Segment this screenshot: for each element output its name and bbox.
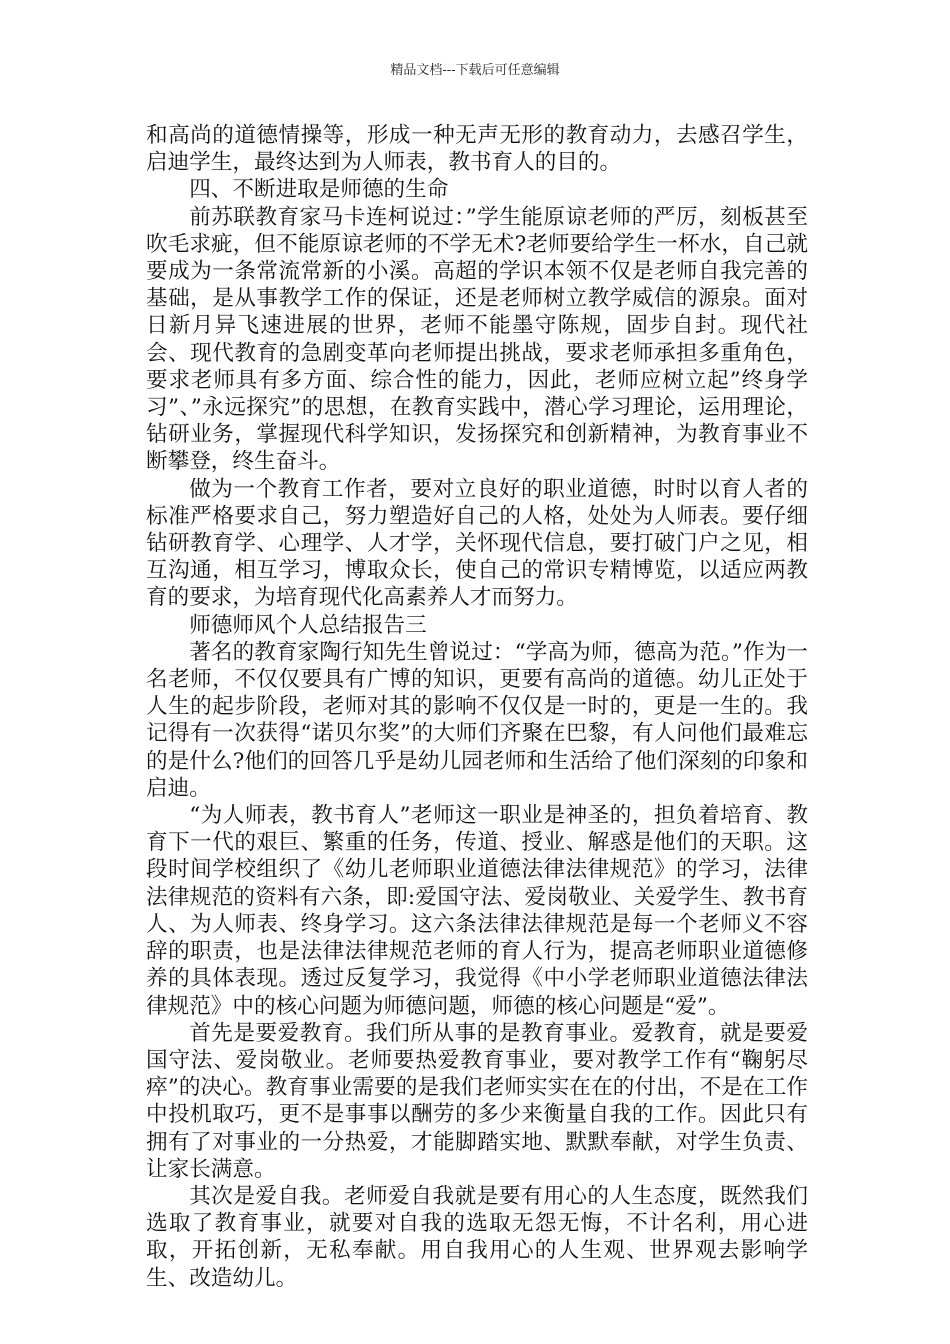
paragraph: 其次是爱自我。老师爱自我就是要有用心的人生态度，既然我们选取了教育事业，就要对自我的选取无怨无悔，不计名利，用心进取，开拓创新，无私奉献。用自我用心的人生观、世界观去影响学生、改造幼儿。 [146,1183,808,1291]
document-body [146,122,808,1292]
page-header: 精品文档---下载后可任意编辑 [390,63,560,78]
paragraph: 前苏联教育家马卡连柯说过：”学生能原谅老师的严厉，刻板甚至吹毛求疵，但不能原谅老师的不学无术?老师要给学生一杯水，自己就要成为一条常流常新的小溪。高超的学识本领不仅是老师自我完善的基础，是从事教学工作的保证，还是老师树立教学威信的源泉。面对日新月异飞速进展的世界，老师不能墨守陈规，固步自封。现代社会、现代教育的急剧变革向老师提出挑战，要求老师承担多重角色，要求老师具有多方面、综合性的能力，因此，老师应树立起”终身学习”、”永远探究”的思想，在教育实践中，潜心学习理论，运用理论，钻研业务，掌握现代科学知识，发扬探究和创新精神，为教育事业不断攀登，终生奋斗。 [146,204,808,475]
section-heading: 师德师风个人总结报告三 [189,612,427,638]
section-heading: 四、不断进取是师德的生命 [189,177,449,203]
paragraph: 和高尚的道德情操等，形成一种无声无形的教育动力，去感召学生，启迪学生，最终达到为人师表，教书育人的目的。 [146,123,808,176]
paragraph: 首先是要爱教育。我们所从事的是教育事业。爱教育，就是要爱国守法、爱岗敬业。老师要热爱教育事业，要对教学工作有“鞠躬尽瘁”的决心。教育事业需要的是我们老师实实在在的付出，不是在工作中投机取巧，更不是事事以酬劳的多少来衡量自我的工作。因此只有拥有了对事业的一分热爱，才能脚踏实地、默默奉献，对学生负责、让家长满意。 [146,1020,808,1182]
paragraph: “为人师表，教书育人”老师这一职业是神圣的，担负着培育、教育下一代的艰巨、繁重的任务，传道、授业、解惑是他们的天职。这段时间学校组织了《幼儿老师职业道德法律法律规范》的学习，法律法律规范的资料有六条，即:爱国守法、爱岗敬业、关爱学生、教书育人、为人师表、终身学习。这六条法律法律规范是每一个老师义不容辞的职责，也是法律法律规范老师的育人行为，提高老师职业道德修养的具体表现。透过反复学习，我觉得《中小学老师职业道德法律法律规范》中的核心问题为师德问题，师德的核心问题是“爱”。 [146,803,808,1019]
paragraph: 做为一个教育工作者，要对立良好的职业道德，时时以育人者的标准严格要求自己，努力塑造好自己的人格，处处为人师表。要仔细钻研教育学、心理学、人才学，关怀现代信息，要打破门户之见，相互沟通，相互学习，博取众长，使自己的常识专精博览，以适应两教育的要求，为培育现代化高素养人才而努力。 [146,476,808,611]
paragraph: 著名的教育家陶行知先生曾说过：“学高为师，德高为范。”作为一名老师，不仅仅要具有广博的知识，更要有高尚的道德。幼儿正处于人生的起步阶段，老师对其的影响不仅仅是一时的，更是一生的。我记得有一次获得“诺贝尔奖”的大师们齐聚在巴黎，有人问他们最难忘的是什么?他们的回答几乎是幼儿园老师和生活给了他们深刻的印象和启迪。 [146,639,808,801]
